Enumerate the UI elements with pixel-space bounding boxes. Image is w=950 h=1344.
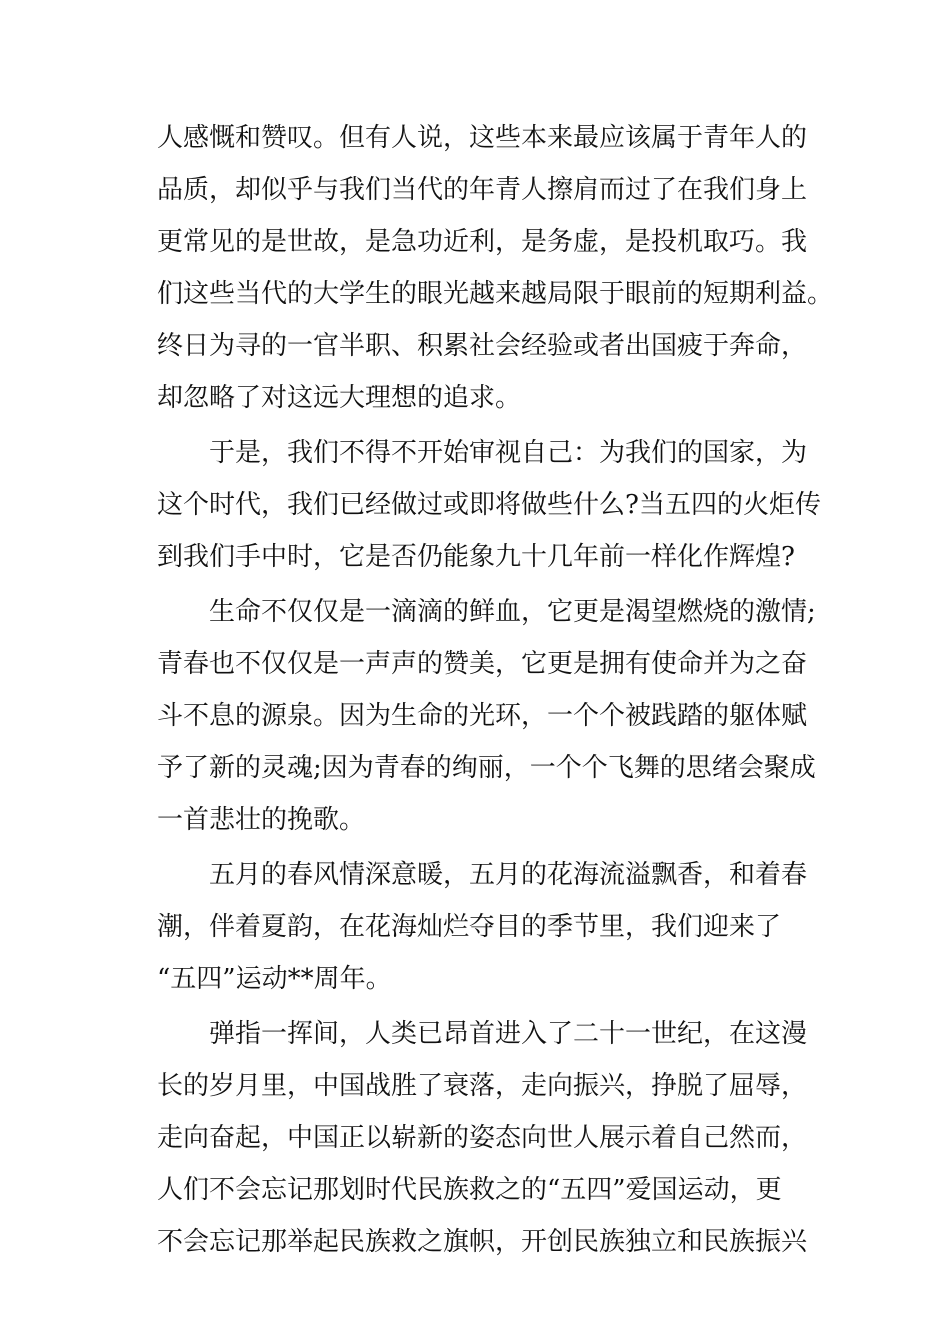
paragraph-2 [157,427,821,583]
text-line: “五四”运动**周年。 [157,964,392,994]
text-line: 人们不会忘记那划时代民族救之的“五四”爱国运动，更 [157,1175,782,1205]
text-line: 长的岁月里，中国战胜了衰落，走向振兴，挣脱了屈辱， [157,1071,808,1101]
paragraph-5 [157,1008,817,1268]
paragraph-3 [157,586,817,846]
text-line: 青春也不仅仅是一声声的赞美，它更是拥有使命并为之奋 [157,649,808,679]
text-line: 们这些当代的大学生的眼光越来越局限于眼前的短期利益。 [157,279,834,309]
body-text [157,112,834,1268]
paragraph-1 [157,112,834,424]
text-line: 于是，我们不得不开始审视自己：为我们的国家，为 [209,438,808,468]
text-line: 终日为寻的一官半职、积累社会经验或者出国疲于奔命， [157,331,808,361]
text-line: 潮，伴着夏韵，在花海灿烂夺目的季节里，我们迎来了 [157,912,782,942]
text-line: 五月的春风情深意暖，五月的花海流溢飘香，和着春 [209,860,808,890]
paragraph-4 [157,849,817,1005]
text-line: 品质，却似乎与我们当代的年青人擦肩而过了在我们身上 [157,175,808,205]
text-line: 予了新的灵魂;因为青春的绚丽，一个个飞舞的思绪会聚成 [157,753,816,783]
text-line: 弹指一挥间，人类已昂首进入了二十一世纪，在这漫 [209,1019,808,1049]
text-line: 斗不息的源泉。因为生命的光环，一个个被践踏的躯体赋 [157,701,808,731]
text-line: 更常见的是世故，是急功近利，是务虚，是投机取巧。我 [157,227,808,257]
text-line: 到我们手中时，它是否仍能象九十几年前一样化作辉煌? [157,542,795,572]
text-line: 不会忘记那举起民族救之旗帜，开创民族独立和民族振兴 [157,1227,808,1257]
text-line: 一首悲壮的挽歌。 [157,805,366,835]
text-line: 这个时代，我们已经做过或即将做些什么?当五四的火炬传 [157,490,821,520]
text-line: 人感慨和赞叹。但有人说，这些本来最应该属于青年人的 [157,123,808,153]
text-line: 走向奋起，中国正以崭新的姿态向世人展示着自己然而， [157,1123,808,1153]
text-line: 生命不仅仅是一滴滴的鲜血，它更是渴望燃烧的激情; [209,597,816,627]
text-line: 却忽略了对这远大理想的追求。 [157,383,522,413]
